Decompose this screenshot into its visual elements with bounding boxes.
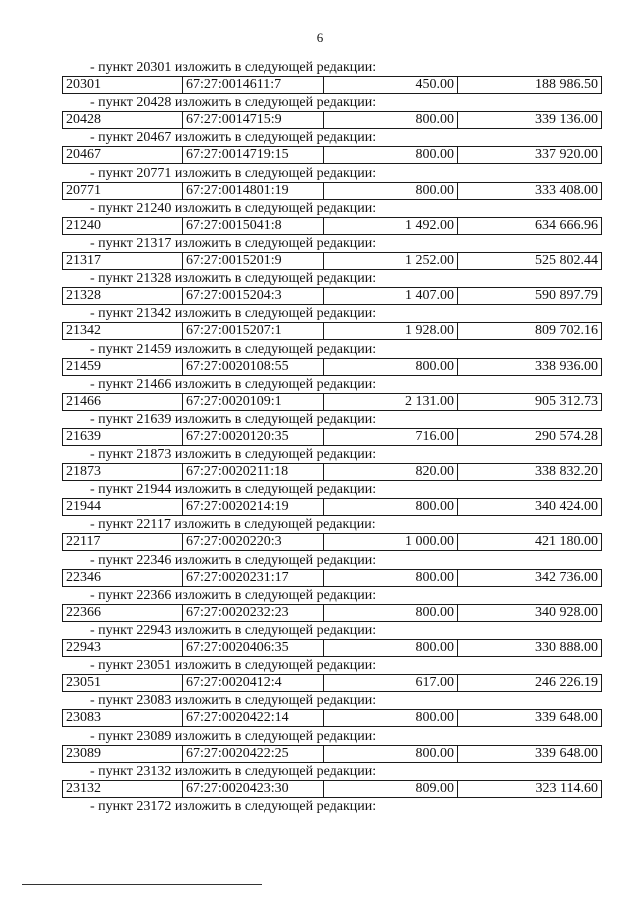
cadastral-value-cell: 340 928.00 [535,604,598,620]
cadastral-value-cell: 342 736.00 [535,569,598,585]
amendment-intro: - пункт 21466 изложить в следующей редакции: [90,376,377,392]
table-row [62,674,602,692]
amendment-entry [62,376,602,411]
amendment-entry [62,411,602,446]
item-number-cell: 21466 [63,394,183,410]
item-number-cell: 21639 [63,429,183,445]
area-cell: 800.00 [324,746,458,762]
cadastral-number-cell: 67:27:0014611:7 [183,77,324,93]
cadastral-value-cell: 340 424.00 [535,499,598,515]
final-intro: - пункт 23172 изложить в следующей редакции: [90,798,377,814]
cadastral-number-cell: 67:27:0020108:55 [183,359,324,375]
amendment-entry [62,657,602,692]
item-number-cell: 21873 [63,464,183,480]
area-cell: 617.00 [324,675,458,691]
amendment-entry [62,552,602,587]
amendment-intro: - пункт 23132 изложить в следующей редакции: [90,763,377,779]
cadastral-number-cell: 67:27:0020231:17 [183,570,324,586]
table-row [62,358,602,376]
amendment-entry [62,305,602,340]
amendment-entry [62,692,602,727]
cadastral-value-cell: 246 226.19 [535,675,598,691]
cadastral-value-cell: 333 408.00 [535,182,598,198]
table-row [62,252,602,270]
area-cell: 800.00 [324,183,458,199]
area-cell: 1 000.00 [324,534,458,550]
item-number-cell: 22366 [63,605,183,621]
cadastral-number-cell: 67:27:0014719:15 [183,147,324,163]
cadastral-number-cell: 67:27:0015201:9 [183,253,324,269]
cadastral-number-cell: 67:27:0020422:25 [183,746,324,762]
item-number-cell: 21317 [63,253,183,269]
area-cell: 800.00 [324,605,458,621]
area-cell: 800.00 [324,710,458,726]
amendment-entry [62,481,602,516]
area-cell: 800.00 [324,359,458,375]
amendment-entry [62,341,602,376]
amendment-entry [62,446,602,481]
area-cell: 1 928.00 [324,323,458,339]
cadastral-value-cell: 323 114.60 [535,780,598,796]
item-number-cell: 21328 [63,288,183,304]
cadastral-value-cell: 339 136.00 [535,112,598,128]
amendment-intro: - пункт 21317 изложить в следующей редакции: [90,235,377,251]
area-cell: 800.00 [324,112,458,128]
cadastral-number-cell: 67:27:0014715:9 [183,112,324,128]
amendment-entry [62,622,602,657]
table-row [62,498,602,516]
item-number-cell: 22943 [63,640,183,656]
area-cell: 1 407.00 [324,288,458,304]
amendment-intro: - пункт 22943 изложить в следующей редакции: [90,623,377,638]
table-row [62,780,602,798]
cadastral-value-cell: 339 648.00 [535,710,598,726]
table-row [62,322,602,340]
cadastral-number-cell: 67:27:0020211:18 [183,464,324,480]
cadastral-value-cell: 337 920.00 [535,147,598,163]
cadastral-number-cell: 67:27:0015204:3 [183,288,324,304]
table-row [62,745,602,763]
amendment-entry [62,165,602,200]
table-row [62,393,602,411]
cadastral-number-cell: 67:27:0020109:1 [183,394,324,410]
table-row [62,569,602,587]
cadastral-number-cell: 67:27:0020220:3 [183,534,324,550]
amendment-intro: - пункт 20428 изложить в следующей редакции: [90,95,377,111]
amendment-entry [62,129,602,164]
table-row [62,287,602,305]
item-number-cell: 22117 [63,534,183,550]
cadastral-value-cell: 421 180.00 [535,534,598,550]
cadastral-value-cell: 290 574.28 [535,428,598,444]
cadastral-value-cell: 339 648.00 [535,745,598,761]
item-number-cell: 21944 [63,499,183,515]
item-number-cell: 21342 [63,323,183,339]
amendment-intro: - пункт 22346 изложить в следующей редакции: [90,552,377,568]
amendment-intro: - пункт 23051 изложить в следующей редакции: [90,658,377,674]
table-row [62,639,602,657]
table-row [62,217,602,235]
area-cell: 800.00 [324,499,458,515]
area-cell: 800.00 [324,640,458,656]
amendment-intro: - пункт 21240 изложить в следующей редакции: [90,200,377,216]
cadastral-value-cell: 188 986.50 [535,77,598,92]
footnote-rule [22,884,262,885]
item-number-cell: 23132 [63,781,183,797]
area-cell: 809.00 [324,781,458,797]
amendment-entry [62,763,602,798]
cadastral-value-cell: 905 312.73 [535,393,598,409]
amendment-intro: - пункт 20771 изложить в следующей редакции: [90,165,377,181]
item-number-cell: 20428 [63,112,183,128]
table-row [62,428,602,446]
item-number-cell: 20467 [63,147,183,163]
item-number-cell: 23083 [63,710,183,726]
cadastral-number-cell: 67:27:0015207:1 [183,323,324,339]
cadastral-number-cell: 67:27:0020412:4 [183,675,324,691]
area-cell: 2 131.00 [324,394,458,410]
area-cell: 450.00 [324,77,458,93]
amendment-intro: - пункт 21459 изложить в следующей редакции: [90,341,377,357]
amendment-intro: - пункт 21944 изложить в следующей редакции: [90,482,377,498]
item-number-cell: 20301 [63,77,183,93]
cadastral-number-cell: 67:27:0020423:30 [183,781,324,797]
table-row [62,76,602,94]
cadastral-value-cell: 338 832.20 [535,464,598,480]
amendment-entry [62,235,602,270]
cadastral-number-cell: 67:27:0020422:14 [183,710,324,726]
amendment-intro: - пункт 21328 изложить в следующей редакции: [90,271,377,287]
item-number-cell: 20771 [63,183,183,199]
amendment-intro: - пункт 23083 изложить в следующей редакции: [90,693,377,709]
amendment-intro: - пункт 23089 изложить в следующей редакции: [90,728,377,744]
amendment-intro: - пункт 22366 изложить в следующей редакции: [90,587,377,603]
area-cell: 800.00 [324,147,458,163]
item-number-cell: 22346 [63,570,183,586]
cadastral-value-cell: 634 666.96 [535,217,598,233]
entries [62,59,602,798]
item-number-cell: 21240 [63,218,183,234]
table-row [62,146,602,164]
area-cell: 716.00 [324,429,458,445]
area-cell: 820.00 [324,464,458,480]
table-row [62,111,602,129]
table-row [62,182,602,200]
amendment-entry [62,516,602,551]
cadastral-number-cell: 67:27:0020214:19 [183,499,324,515]
item-number-cell: 23051 [63,675,183,691]
amendment-entry [62,200,602,235]
amendment-entry [62,59,602,94]
area-cell: 1 252.00 [324,253,458,269]
cadastral-number-cell: 67:27:0020406:35 [183,640,324,656]
amendment-list [62,59,602,815]
area-cell: 800.00 [324,570,458,586]
cadastral-value-cell: 330 888.00 [535,640,598,655]
amendment-entry [62,270,602,305]
amendment-entry [62,728,602,763]
amendment-intro: - пункт 21342 изложить в следующей редакции: [90,306,377,322]
cadastral-value-cell: 590 897.79 [535,288,598,304]
cadastral-value-cell: 525 802.44 [535,252,598,268]
amendment-entry [62,94,602,129]
cadastral-value-cell: 809 702.16 [535,323,598,339]
area-cell: 1 492.00 [324,218,458,234]
item-number-cell: 23089 [63,746,183,762]
table-row [62,709,602,727]
amendment-intro: - пункт 20467 изложить в следующей редакции: [90,130,377,146]
amendment-intro: - пункт 21873 изложить в следующей редакции: [90,447,377,463]
cadastral-value-cell: 338 936.00 [535,358,598,374]
amendment-intro: - пункт 21639 изложить в следующей редакции: [90,411,377,427]
amendment-entry [62,587,602,622]
amendment-intro: - пункт 20301 изложить в следующей редакции: [90,60,377,75]
page-number: 6 [316,30,324,45]
cadastral-number-cell: 67:27:0015041:8 [183,218,324,234]
cadastral-number-cell: 67:27:0020120:35 [183,429,324,445]
table-row [62,533,602,551]
amendment-intro: - пункт 22117 изложить в следующей редакции: [90,517,376,533]
table-row [62,463,602,481]
item-number-cell: 21459 [63,359,183,375]
table-row [62,604,602,622]
cadastral-number-cell: 67:27:0020232:23 [183,605,324,621]
cadastral-number-cell: 67:27:0014801:19 [183,183,324,199]
